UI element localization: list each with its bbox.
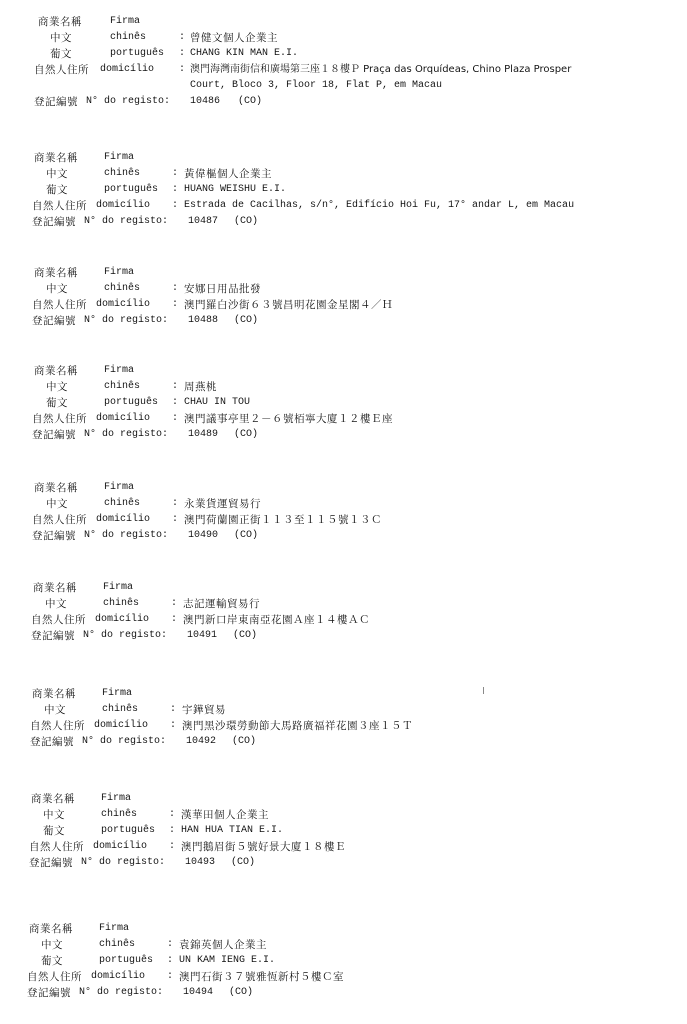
separator: :	[172, 413, 179, 424]
registry-label-pt: N° do registo:	[81, 857, 166, 868]
chinese-label-zh: 中文	[50, 32, 72, 44]
registry-suffix: (CO)	[231, 857, 256, 868]
portuguese-label-zh: 葡文	[43, 825, 65, 837]
registry-label-pt: N° do registo:	[84, 530, 169, 541]
portuguese-name-value: CHAU IN TOU	[184, 397, 251, 408]
registry-suffix: (CO)	[234, 315, 259, 326]
separator: :	[179, 32, 186, 43]
firma-label-zh: 商業名稱	[29, 923, 73, 935]
chinese-label-pt: chinês	[103, 598, 140, 609]
registry-suffix: (CO)	[234, 429, 259, 440]
domicile-label-pt: domicílio	[91, 971, 146, 982]
chinese-label-zh: 中文	[46, 498, 68, 510]
firma-label-zh: 商業名稱	[34, 267, 78, 279]
separator: :	[172, 184, 179, 195]
registry-number: 10487	[188, 216, 219, 227]
domicile-value: 澳門石街３７號雅恆新村５樓Ｃ室	[179, 971, 344, 983]
registry-label-pt: N° do registo:	[84, 216, 169, 227]
chinese-name-value: 袁錦英個人企業主	[179, 939, 267, 951]
registry-suffix: (CO)	[229, 987, 254, 998]
domicile-value: 澳門黑沙環勞動節大馬路廣福祥花園３座１５Ｔ	[182, 720, 413, 732]
domicile-label-zh: 自然人住所	[27, 971, 82, 983]
registry-suffix: (CO)	[232, 736, 257, 747]
portuguese-label-pt: português	[99, 955, 154, 966]
registry-label-zh: 登記編號	[32, 530, 76, 542]
firma-label-pt: Firma	[101, 793, 132, 804]
chinese-label-pt: chinês	[110, 32, 147, 43]
registry-label-zh: 登記編號	[32, 429, 76, 441]
firma-label-zh: 商業名稱	[34, 152, 78, 164]
portuguese-name-value: CHANG KIN MAN E.I.	[190, 48, 299, 59]
domicile-value: Estrada de Cacilhas, s/n°, Edifício Hoi Fu, 17° andar L, em Macau	[184, 200, 575, 211]
chinese-name-value: 黃偉樞個人企業主	[184, 168, 272, 180]
firma-label-zh: 商業名稱	[34, 365, 78, 377]
portuguese-name-value: UN KAM IENG E.I.	[179, 955, 276, 966]
chinese-label-pt: chinês	[102, 704, 139, 715]
separator: :	[172, 168, 179, 179]
registry-label-zh: 登記編號	[29, 857, 73, 869]
separator: :	[172, 514, 179, 525]
portuguese-label-zh: 葡文	[46, 397, 68, 409]
domicile-label-pt: domicílio	[96, 413, 151, 424]
separator: :	[169, 825, 176, 836]
separator: :	[167, 939, 174, 950]
firma-label-zh: 商業名稱	[38, 16, 82, 28]
portuguese-label-zh: 葡文	[50, 48, 72, 60]
firma-label-pt: Firma	[104, 482, 135, 493]
separator: :	[172, 397, 179, 408]
separator: :	[170, 720, 177, 731]
registry-label-pt: N° do registo:	[83, 630, 168, 641]
separator: :	[172, 299, 179, 310]
separator: :	[169, 809, 176, 820]
registry-suffix: (CO)	[238, 96, 263, 107]
domicile-label-zh: 自然人住所	[32, 200, 87, 212]
registry-number: 10486	[190, 96, 221, 107]
portuguese-label-pt: português	[101, 825, 156, 836]
separator: :	[179, 48, 186, 59]
registry-label-zh: 登記編號	[32, 315, 76, 327]
domicile-label-pt: domicílio	[96, 200, 151, 211]
domicile-label-zh: 自然人住所	[34, 64, 89, 76]
firma-label-pt: Firma	[104, 267, 135, 278]
registry-label-pt: N° do registo:	[84, 429, 169, 440]
firma-label-zh: 商業名稱	[32, 688, 76, 700]
portuguese-label-pt: português	[104, 397, 159, 408]
domicile-label-zh: 自然人住所	[32, 413, 87, 425]
chinese-label-zh: 中文	[41, 939, 63, 951]
chinese-name-value: 曾健文個人企業主	[190, 32, 278, 44]
domicile-label-pt: domicílio	[96, 514, 151, 525]
chinese-label-zh: 中文	[45, 598, 67, 610]
separator: :	[171, 614, 178, 625]
firma-label-zh: 商業名稱	[33, 582, 77, 594]
chinese-label-zh: 中文	[46, 381, 68, 393]
portuguese-label-zh: 葡文	[41, 955, 63, 967]
domicile-value: 澳門鵝眉街５號好景大廈１８樓Ｅ	[181, 841, 346, 853]
separator: :	[172, 283, 179, 294]
firma-label-pt: Firma	[99, 923, 130, 934]
scan-speck	[483, 687, 484, 694]
registry-label-zh: 登記編號	[31, 630, 75, 642]
firma-label-zh: 商業名稱	[34, 482, 78, 494]
domicile-label-zh: 自然人住所	[29, 841, 84, 853]
registry-number: 10491	[187, 630, 218, 641]
domicile-label-pt: domicílio	[93, 841, 148, 852]
chinese-label-pt: chinês	[104, 283, 141, 294]
domicile-label-pt: domicílio	[96, 299, 151, 310]
chinese-label-zh: 中文	[46, 283, 68, 295]
firma-label-pt: Firma	[103, 582, 134, 593]
registry-label-pt: N° do registo:	[82, 736, 167, 747]
registry-number: 10494	[183, 987, 214, 998]
domicile-label-zh: 自然人住所	[32, 514, 87, 526]
chinese-label-zh: 中文	[46, 168, 68, 180]
separator: :	[167, 971, 174, 982]
domicile-value: 澳門荷蘭園正街１１３至１１５號１３Ｃ	[184, 514, 382, 526]
chinese-label-pt: chinês	[99, 939, 136, 950]
registry-number: 10493	[185, 857, 216, 868]
registry-suffix: (CO)	[233, 630, 258, 641]
separator: :	[169, 841, 176, 852]
chinese-label-pt: chinês	[104, 381, 141, 392]
registry-number: 10488	[188, 315, 219, 326]
chinese-name-value: 志記運輸貿易行	[183, 598, 260, 610]
registry-label-pt: N° do registo:	[84, 315, 169, 326]
portuguese-name-value: HAN HUA TIAN E.I.	[181, 825, 284, 836]
separator: :	[172, 498, 179, 509]
separator: :	[167, 955, 174, 966]
firma-label-zh: 商業名稱	[31, 793, 75, 805]
registry-number: 10489	[188, 429, 219, 440]
registry-label-zh: 登記編號	[27, 987, 71, 999]
registry-number: 10492	[186, 736, 217, 747]
chinese-label-zh: 中文	[44, 704, 66, 716]
registry-label-zh: 登記編號	[34, 96, 78, 108]
domicile-value-continued: Court, Bloco 3, Floor 18, Flat P, em Macau	[190, 80, 443, 91]
portuguese-label-zh: 葡文	[46, 184, 68, 196]
chinese-name-value: 周燕桃	[184, 381, 217, 393]
firma-label-pt: Firma	[104, 152, 135, 163]
domicile-label-zh: 自然人住所	[31, 614, 86, 626]
registry-label-pt: N° do registo:	[79, 987, 164, 998]
firma-label-pt: Firma	[102, 688, 133, 699]
registry-suffix: (CO)	[234, 530, 259, 541]
chinese-name-value: 漢華田個人企業主	[181, 809, 269, 821]
separator: :	[172, 381, 179, 392]
domicile-value: 澳門新口岸東南亞花園Ａ座１４樓ＡＣ	[183, 614, 370, 626]
portuguese-name-value: HUANG WEISHU E.I.	[184, 184, 287, 195]
domicile-label-pt: domicílio	[94, 720, 149, 731]
registry-label-pt: N° do registo:	[86, 96, 171, 107]
chinese-name-value: 宇鏵貿易	[182, 704, 226, 716]
separator: :	[170, 704, 177, 715]
portuguese-label-pt: português	[110, 48, 165, 59]
registry-number: 10490	[188, 530, 219, 541]
domicile-value: 澳門羅白沙街６３號昌明花園金星閣４／Ｈ	[184, 299, 393, 311]
firma-label-pt: Firma	[110, 16, 141, 27]
chinese-name-value: 永業貨運貿易行	[184, 498, 261, 510]
separator: :	[179, 64, 186, 75]
chinese-label-zh: 中文	[43, 809, 65, 821]
domicile-label-pt: domicílio	[95, 614, 150, 625]
chinese-label-pt: chinês	[104, 498, 141, 509]
firma-label-pt: Firma	[104, 365, 135, 376]
registry-label-zh: 登記編號	[32, 216, 76, 228]
domicile-label-zh: 自然人住所	[32, 299, 87, 311]
domicile-label-pt: domicílio	[100, 64, 155, 75]
registry-label-zh: 登記編號	[30, 736, 74, 748]
domicile-value: 澳門議事亭里２－６號栢寧大廈１２樓Ｅ座	[184, 413, 393, 425]
domicile-value: 澳門海灣南街信和廣場第三座１８樓Ｐ Praça das Orquídeas, Chino Plaza Prosper	[190, 64, 572, 75]
separator: :	[172, 200, 179, 211]
chinese-label-pt: chinês	[101, 809, 138, 820]
registry-suffix: (CO)	[234, 216, 259, 227]
chinese-label-pt: chinês	[104, 168, 141, 179]
chinese-name-value: 安娜日用品批發	[184, 283, 261, 295]
separator: :	[171, 598, 178, 609]
portuguese-label-pt: português	[104, 184, 159, 195]
domicile-label-zh: 自然人住所	[30, 720, 85, 732]
